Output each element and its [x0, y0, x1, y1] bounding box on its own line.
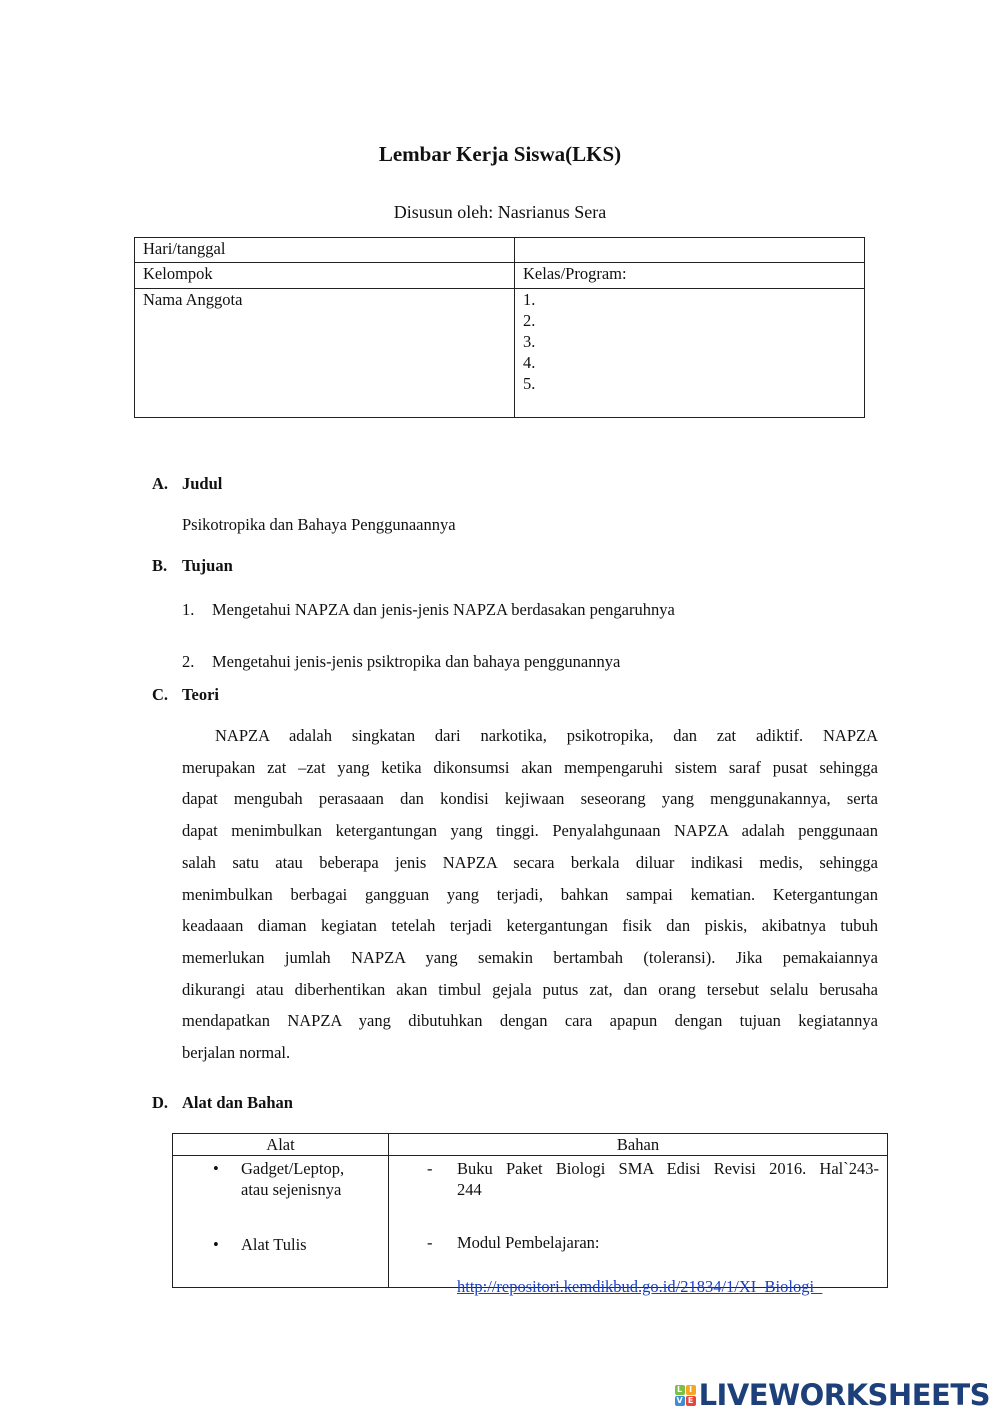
bahan-item: Buku Paket Biologi SMA Edisi Revisi 2016. Hal`243-: [457, 1159, 879, 1178]
bullet-icon: •: [213, 1235, 219, 1254]
teori-line: berjalan normal.: [182, 1043, 291, 1062]
teori-line: memerlukan jumlah NAPZA yang semakin bertambah (toleransi). Jika pemakaiannya: [182, 947, 878, 967]
hari-label: Hari/tanggal: [135, 238, 515, 263]
teori-line: dikurangi atau diberhentikan akan timbul gejala putus zat, dan orang tersebut selalu berusaha: [182, 979, 878, 999]
logo-icon: L I V E: [675, 1385, 696, 1406]
modul-link[interactable]: http://repositori.kemdikbud.go.id/21834/1/XI_Biologi_: [457, 1277, 823, 1296]
judul-text: Psikotropika dan Bahaya Penggunaannya: [182, 515, 456, 534]
teori-line: merupakan zat –zat yang ketika dikonsumsi akan mempengaruhi sistem saraf pusat sehingga: [182, 757, 878, 777]
bahan-item-cont: 244: [457, 1180, 482, 1199]
liveworksheets-logo: [675, 1378, 990, 1412]
member-4: 4.: [523, 353, 536, 372]
tujuan-item: 1. Mengetahui NAPZA dan jenis-jenis NAPZA berdasakan pengaruhnya: [182, 600, 675, 619]
dash-icon: -: [427, 1233, 433, 1252]
author: Disusun oleh: Nasrianus Sera: [393, 202, 607, 222]
col-bahan: Bahan: [389, 1134, 888, 1156]
alat-item: Alat Tulis: [241, 1235, 307, 1254]
section-a-heading: A. Judul: [152, 474, 223, 493]
teori-line: dapat mengubah perasaaan dan kondisi kejiwaan seseorang yang menggunakannya, serta: [182, 789, 878, 809]
member-2: 2.: [523, 311, 536, 330]
section-d-heading: D. Alat dan Bahan: [152, 1093, 293, 1112]
info-table: [134, 237, 865, 418]
logo-text: LIVEWORKSHEETS: [698, 1378, 990, 1412]
dash-icon: -: [427, 1159, 433, 1178]
teori-line: salah satu atau beberapa jenis NAPZA secara berkala diluar indikasi medis, sehingga: [182, 852, 878, 872]
bullet-icon: •: [213, 1159, 219, 1178]
bahan-item: Modul Pembelajaran:: [457, 1233, 600, 1252]
teori-line: keadaaan diaman kegiatan tetelah terjadi ketergantungan fisik dan piskis, akibatnya tubuh: [182, 916, 878, 936]
section-b-heading: B. Tujuan: [152, 556, 233, 575]
nama-label: Nama Anggota: [135, 289, 515, 418]
nama-field[interactable]: [515, 289, 865, 418]
teori-line: mendapatkan NAPZA yang dibutuhkan dengan cara apapun dengan tujuan kegiatannya: [182, 1011, 878, 1031]
teori-line: menimbulkan berbagai gangguan yang terjadi, bahkan sampai kematian. Ketergantungan: [182, 884, 878, 904]
tujuan-item: 2. Mengetahui jenis-jenis psiktropika dan bahaya penggunannya: [182, 652, 621, 671]
alat-bahan-table: [172, 1133, 888, 1296]
page-title: Lembar Kerja Siswa(LKS): [378, 142, 622, 166]
teori-line: NAPZA adalah singkatan dari narkotika, psikotropika, dan zat adiktif. NAPZA: [215, 726, 878, 745]
hari-field[interactable]: [515, 238, 865, 263]
member-3: 3.: [523, 332, 536, 351]
alat-item: Gadget/Leptop, atau sejenisnya: [241, 1159, 345, 1199]
member-5: 5.: [523, 374, 536, 393]
kelompok-label: Kelompok: [135, 263, 515, 289]
col-alat: Alat: [173, 1134, 389, 1156]
member-1: 1.: [523, 290, 536, 309]
teori-line: dapat menimbulkan ketergantungan yang tinggi. Penyalahgunaan NAPZA adalah penggunaan: [182, 821, 878, 841]
section-c-heading: C. Teori: [152, 685, 219, 704]
kelas-label: Kelas/Program:: [515, 263, 865, 289]
